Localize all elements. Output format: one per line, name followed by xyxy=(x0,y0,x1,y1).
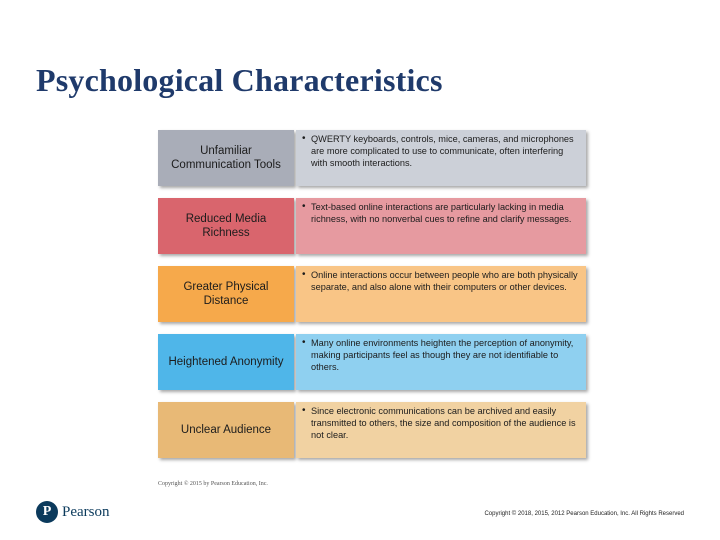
characteristic-row xyxy=(158,402,590,458)
footer-copyright: Copyright © 2018, 2015, 2012 Pearson Education, Inc. All Rights Reserved xyxy=(484,511,684,517)
characteristic-label: Unfamiliar Communication Tools xyxy=(158,130,294,186)
slide-title: Psychological Characteristics xyxy=(36,62,443,98)
characteristic-description: • Many online environments heighten the perception of anonymity, making participants feel as though they are not identifiable to others. xyxy=(296,334,586,390)
characteristic-description: • Text-based online interactions are particularly lacking in media richness, with no nonverbal cues to refine and clarify messages. xyxy=(296,198,586,254)
pearson-logo xyxy=(36,501,110,523)
characteristic-label: Reduced Media Richness xyxy=(158,198,294,254)
characteristic-row xyxy=(158,130,590,186)
pearson-logo-text: Pearson xyxy=(62,503,110,520)
figure-caption: Copyright © 2015 by Pearson Education, Inc. xyxy=(158,481,268,487)
characteristic-row xyxy=(158,266,590,322)
characteristic-row xyxy=(158,198,590,254)
characteristic-label: Heightened Anonymity xyxy=(158,334,294,390)
characteristic-label: Unclear Audience xyxy=(158,402,294,458)
characteristic-description: • Since electronic communications can be archived and easily transmitted to others, the size and composition of the audience is not clear. xyxy=(296,402,586,458)
characteristics-figure xyxy=(158,130,590,470)
characteristic-row xyxy=(158,334,590,390)
pearson-logo-icon: P xyxy=(36,501,58,523)
characteristic-description: • QWERTY keyboards, controls, mice, cameras, and microphones are more complicated to use to communicate, often interfering with smooth interactions. xyxy=(296,130,586,186)
characteristic-description: • Online interactions occur between people who are both physically separate, and also alone with their computers or other devices. xyxy=(296,266,586,322)
characteristic-label: Greater Physical Distance xyxy=(158,266,294,322)
